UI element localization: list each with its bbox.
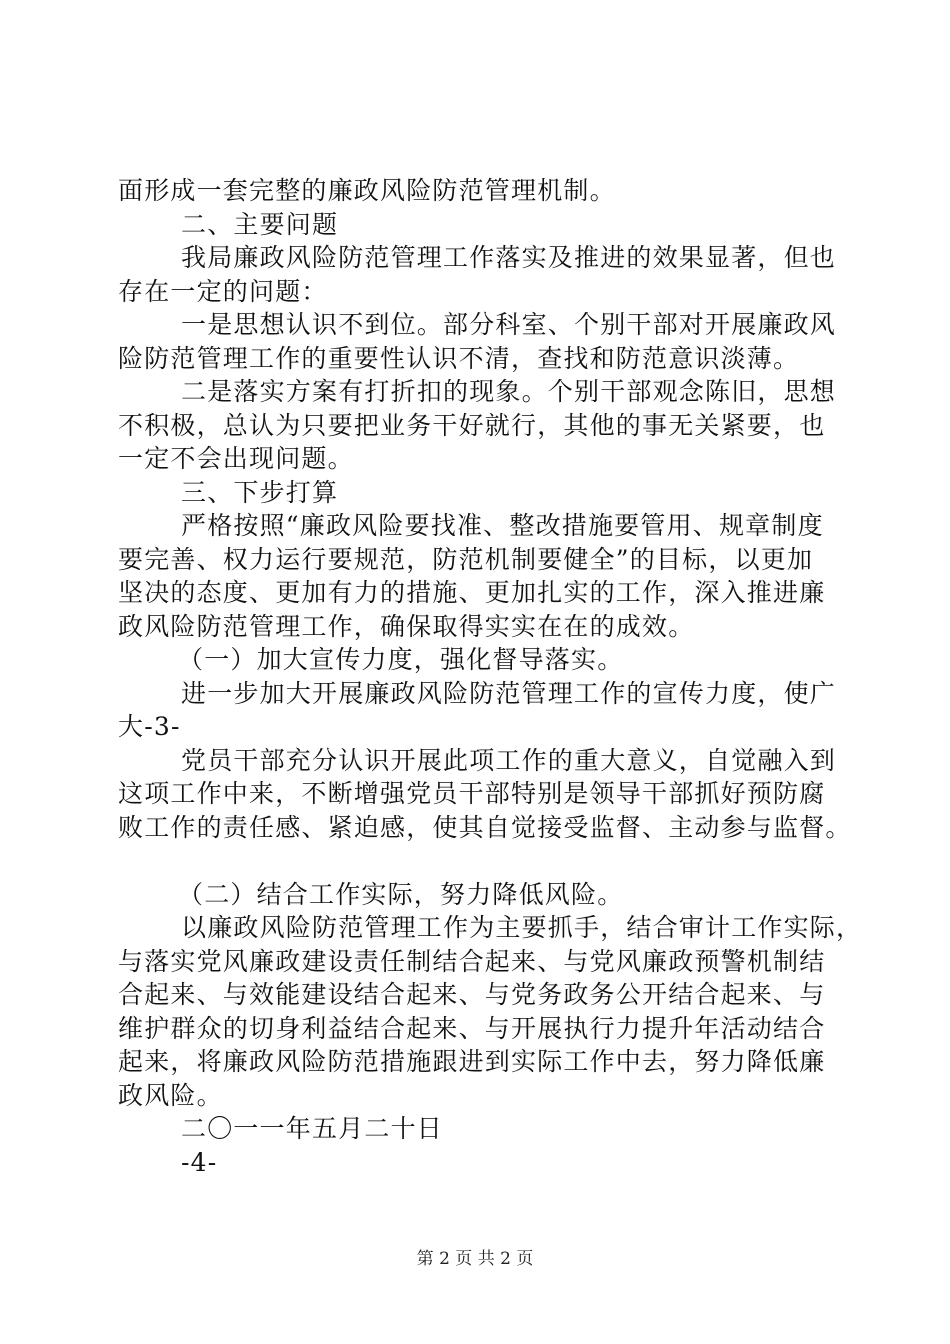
paragraph-line: 险防范管理工作的重要性认识不清，查找和防范意识淡薄。 (118, 343, 800, 373)
paragraph-line: 面形成一套完整的廉政风险防范管理机制。 (118, 176, 616, 205)
paragraph-line: 坚决的态度、更加有力的措施、更加扎实的工作，深入推进廉 (118, 578, 826, 607)
paragraph-line: 一是思想认识不到位。部分科室、个别干部对开展廉政风 (181, 310, 837, 339)
paragraph-line: 这项工作中来，不断增强党员干部特别是领导干部抓好预防腐 (118, 779, 826, 808)
paragraph-line: 党员干部充分认识开展此项工作的重大意义，自觉融入到 (181, 745, 837, 775)
paragraph-line: 严格按照“廉政风险要找准、整改措施要管用、规章制度 (181, 511, 824, 540)
paragraph-line: 存在一定的问题： (118, 276, 328, 306)
inline-page-number: -4- (181, 1147, 218, 1177)
subsection-heading: （二）结合工作实际，努力降低风险。 (178, 879, 624, 909)
subsection-heading: （一）加大宣传力度，强化督导落实。 (178, 645, 624, 674)
paragraph-line: 与落实党风廉政建设责任制结合起来、与党风廉政预警机制结 (118, 946, 826, 976)
paragraph-line: 一定不会出现问题。 (118, 444, 354, 473)
paragraph-line: 要完善、权力运行要规范，防范机制要健全”的目标，以更加 (118, 544, 814, 574)
paragraph-line: 维护群众的切身利益结合起来、与开展执行力提升年活动结合 (118, 1013, 826, 1043)
paragraph-line: 政风险防范管理工作，确保取得实实在在的成效。 (118, 611, 695, 641)
document-body (118, 174, 863, 1179)
paragraph-line: 以廉政风险防范管理工作为主要抓手，结合审计工作实际， (181, 913, 863, 942)
paragraph-line: 合起来、与效能建设结合起来、与党务政务公开结合起来、与 (118, 980, 826, 1009)
paragraph-line: 起来，将廉政风险防范措施跟进到实际工作中去，努力降低廉 (118, 1047, 826, 1076)
page-footer: 第 2 页 共 2 页 (416, 1249, 534, 1269)
blank-line (118, 844, 838, 878)
section-heading: 三、下步打算 (181, 477, 339, 507)
paragraph-line: 不积极，总认为只要把业务干好就行，其他的事无关紧要，也 (118, 410, 826, 440)
paragraph-line: 进一步加大开展廉政风险防范管理工作的宣传力度，使广 (181, 678, 837, 708)
paragraph-line: 二是落实方案有打折扣的现象。个别干部观念陈旧，思想 (181, 377, 837, 406)
paragraph-line: 败工作的责任感、紧迫感，使其自觉接受监督、主动参与监督。 (118, 812, 852, 842)
document-date: 二〇一一年五月二十日 (181, 1114, 444, 1143)
paragraph-line: 大-3- (118, 712, 181, 741)
section-heading: 二、主要问题 (181, 209, 339, 239)
paragraph-line: 我局廉政风险防范管理工作落实及推进的效果显著，但也 (181, 243, 837, 272)
paragraph-line: 政风险。 (118, 1080, 223, 1110)
